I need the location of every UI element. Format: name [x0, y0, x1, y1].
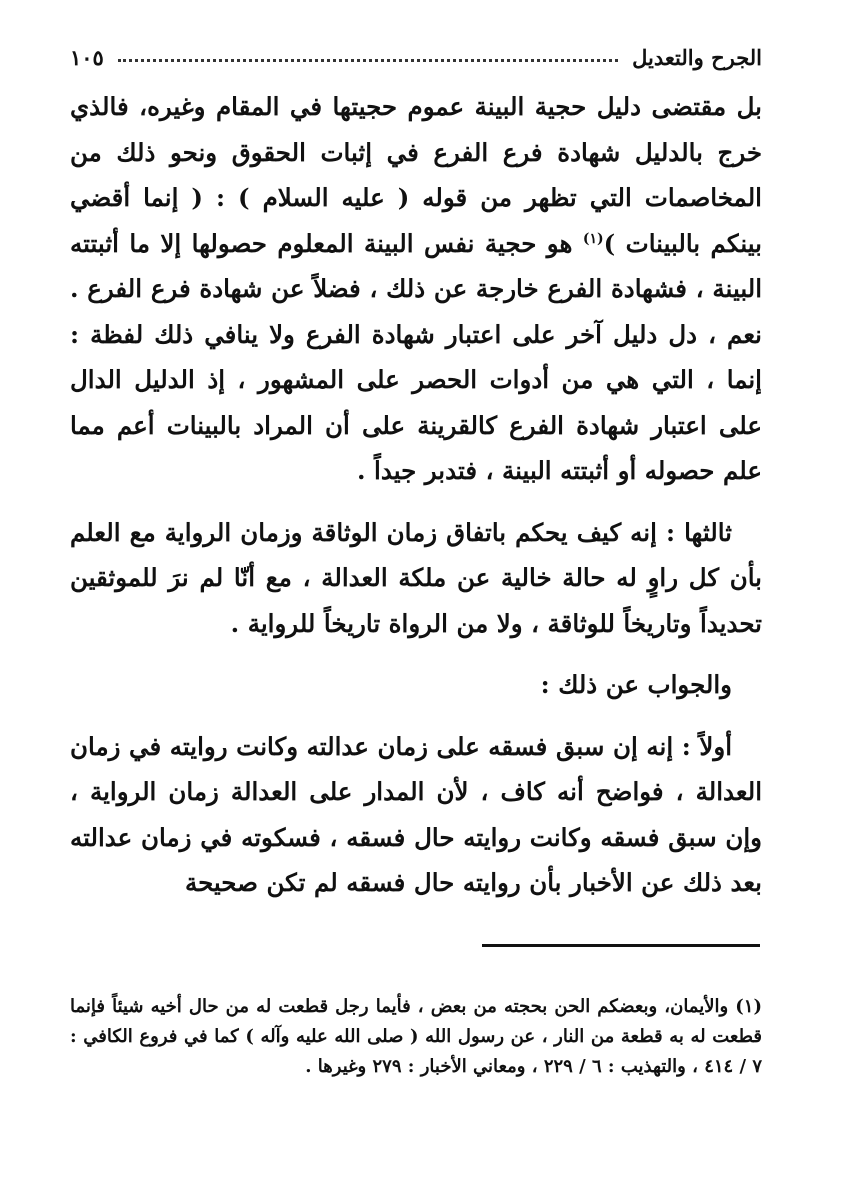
- running-title: الجرح والتعديل: [632, 45, 762, 70]
- paragraph-1: بل مقتضى دليل حجية البينة عموم حجيتها في المقام وغيره، فالذي خرج بالدليل شهادة فرع الفرع في إثبات الحقوق ونحو ذلك من المخاصمات التي تظهر من قوله ( عليه السلام ) : ( إنما أقضي بينكم بالبينات )$^{(١)}$ هو حجية نفس البينة المعلوم حصولها إلا ما أثبتته البينة ، فشهادة الفرع خارجة عن ذلك ، فضلاً عن شهادة فرع الفرع . نعم ، دل دليل آخر على اعتبار شهادة الفرع ولا ينافي ذلك لفظة : إنما ، التي هي من أدوات الحصر على المشهور ، إذ الدليل الدال على اعتبار شهادة الفرع كالقرينة على أن المراد بالبينات أعم مما علم حصوله أو أثبتته البينة ، فتدبر جيداً .: [70, 92, 762, 485]
- footnote-separator: [482, 944, 760, 947]
- paragraph-3: والجواب عن ذلك :: [540, 670, 732, 699]
- footnote-reference: (١): [582, 230, 604, 247]
- paragraph-4: أولاً : إنه إن سبق فسقه على زمان عدالته وكانت روايته في زمان العدالة ، فواضح أنه كاف ، لأن المدار على العدالة زمان الرواية ، وإن سبق فسقه وكانت روايته حال فسقه ، فسكوته في زمان عدالته بعد ذلك عن الأخبار بأن روايته حال فسقه لم تكن صحيحة: [70, 731, 762, 897]
- footnote: [70, 992, 762, 1082]
- dotted-leader: [118, 59, 618, 62]
- page-header: [70, 30, 762, 70]
- main-text: [70, 84, 762, 922]
- page-number: ١٠٥: [70, 45, 104, 70]
- paragraph-2: ثالثها : إنه كيف يحكم باتفاق زمان الوثاقة وزمان الرواية مع العلم بأن كل راوٍ له حالة خالية عن ملكة العدالة ، مع أنّا لم نرَ للموثقين تحديداً وتاريخاً للوثاقة ، ولا من الرواة تاريخاً للرواية .: [70, 517, 762, 638]
- footnote-text: (١) والأيمان، وبعضكم الحن بحجته من بعض ، فأيما رجل قطعت له من حال أخيه شيئاً فإنما قطعت له به قطعة من النار ، عن رسول الله ( صلى الله عليه وآله ) كما في فروع الكافي : ٧ / ٤١٤ ، والتهذيب : ٦ / ٢٢٩ ، ومعاني الأخبار : ٢٧٩ وغيرها .: [70, 996, 762, 1077]
